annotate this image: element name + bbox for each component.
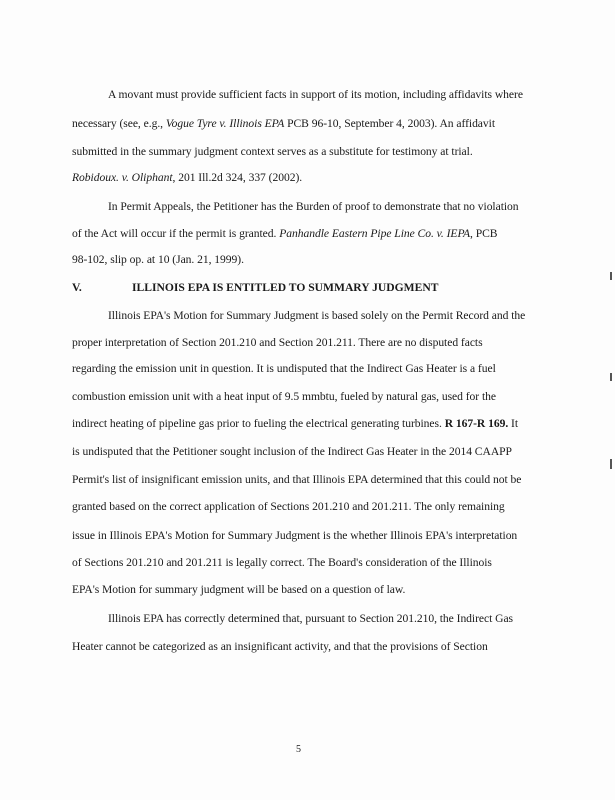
section-number: V.: [72, 281, 82, 294]
para3-line6: is undisputed that the Petitioner sought inclusion of the Indirect Gas Heater in the 2014 CAAPP: [72, 445, 512, 458]
section-heading: [72, 281, 438, 295]
para3-line2: proper interpretation of Section 201.210 and Section 201.211. There are no disputed facts: [72, 336, 483, 349]
case-citation: Vogue Tyre v. Illinois EPA: [165, 117, 285, 130]
page-number: 5: [296, 744, 301, 755]
text: , PCB: [470, 227, 498, 240]
case-citation: Panhandle Eastern Pipe Line Co. v. IEPA: [279, 227, 471, 240]
para2-line3: 98-102, slip op. at 10 (Jan. 21, 1999).: [72, 253, 244, 266]
para1-line3: submitted in the summary judgment context serves as a substitute for testimony at trial.: [72, 145, 473, 158]
section-title: ILLINOIS EPA IS ENTITLED TO SUMMARY JUDGMENT: [132, 281, 439, 294]
para3-line7: Permit's list of insignificant emission units, and that Illinois EPA determined that this could not be: [72, 473, 522, 486]
text: necessary (see, e.g.,: [72, 117, 166, 130]
para3-line10: of Sections 201.210 and 201.211 is legally correct. The Board's consideration of the Illinois: [72, 556, 492, 569]
para1-line1: A movant must provide sufficient facts in support of its motion, including affidavits where: [108, 88, 523, 101]
para4-line2: Heater cannot be categorized as an insignificant activity, and that the provisions of Section: [72, 640, 488, 653]
para1-line2: [72, 117, 540, 131]
para3-line4: combustion emission unit with a heat input of 9.5 mmbtu, fueled by natural gas, used for the: [72, 390, 496, 403]
scan-artifact: [610, 459, 612, 469]
para1-line4: [72, 171, 540, 185]
text: indirect heating of pipeline gas prior to fueling the electrical generating turbines.: [72, 417, 442, 430]
para3-line11: EPA's Motion for summary judgment will be based on a question of law.: [72, 583, 406, 596]
text: , 201 Ill.2d 324, 337 (2002).: [172, 171, 303, 184]
para4-line1: Illinois EPA has correctly determined that, pursuant to Section 201.210, the Indirect Gas: [108, 612, 514, 625]
record-reference: R 167-R 169.: [441, 417, 509, 430]
scan-artifact: [610, 272, 612, 280]
text: PCB 96-10, September 4, 2003). An affidavit: [284, 117, 495, 130]
para3-line5: [72, 417, 540, 431]
para3-line3: regarding the emission unit in question. It is undisputed that the Indirect Gas Heater is a fuel: [72, 362, 496, 375]
para3-line1: Illinois EPA's Motion for Summary Judgment is based solely on the Permit Record and the: [108, 309, 526, 322]
case-citation: Robidoux. v. Oliphant: [72, 171, 173, 184]
scan-artifact: [610, 373, 612, 381]
text: It: [508, 417, 519, 430]
para3-line9: issue in Illinois EPA's Motion for Summary Judgment is the whether Illinois EPA's interpretation: [72, 529, 518, 542]
para3-line8: granted based on the correct application of Sections 201.210 and 201.211. The only remaining: [72, 500, 505, 513]
text: of the Act will occur if the permit is granted.: [72, 227, 280, 240]
para2-line1: In Permit Appeals, the Petitioner has the Burden of proof to demonstrate that no violation: [108, 200, 519, 213]
para2-line2: [72, 227, 540, 241]
